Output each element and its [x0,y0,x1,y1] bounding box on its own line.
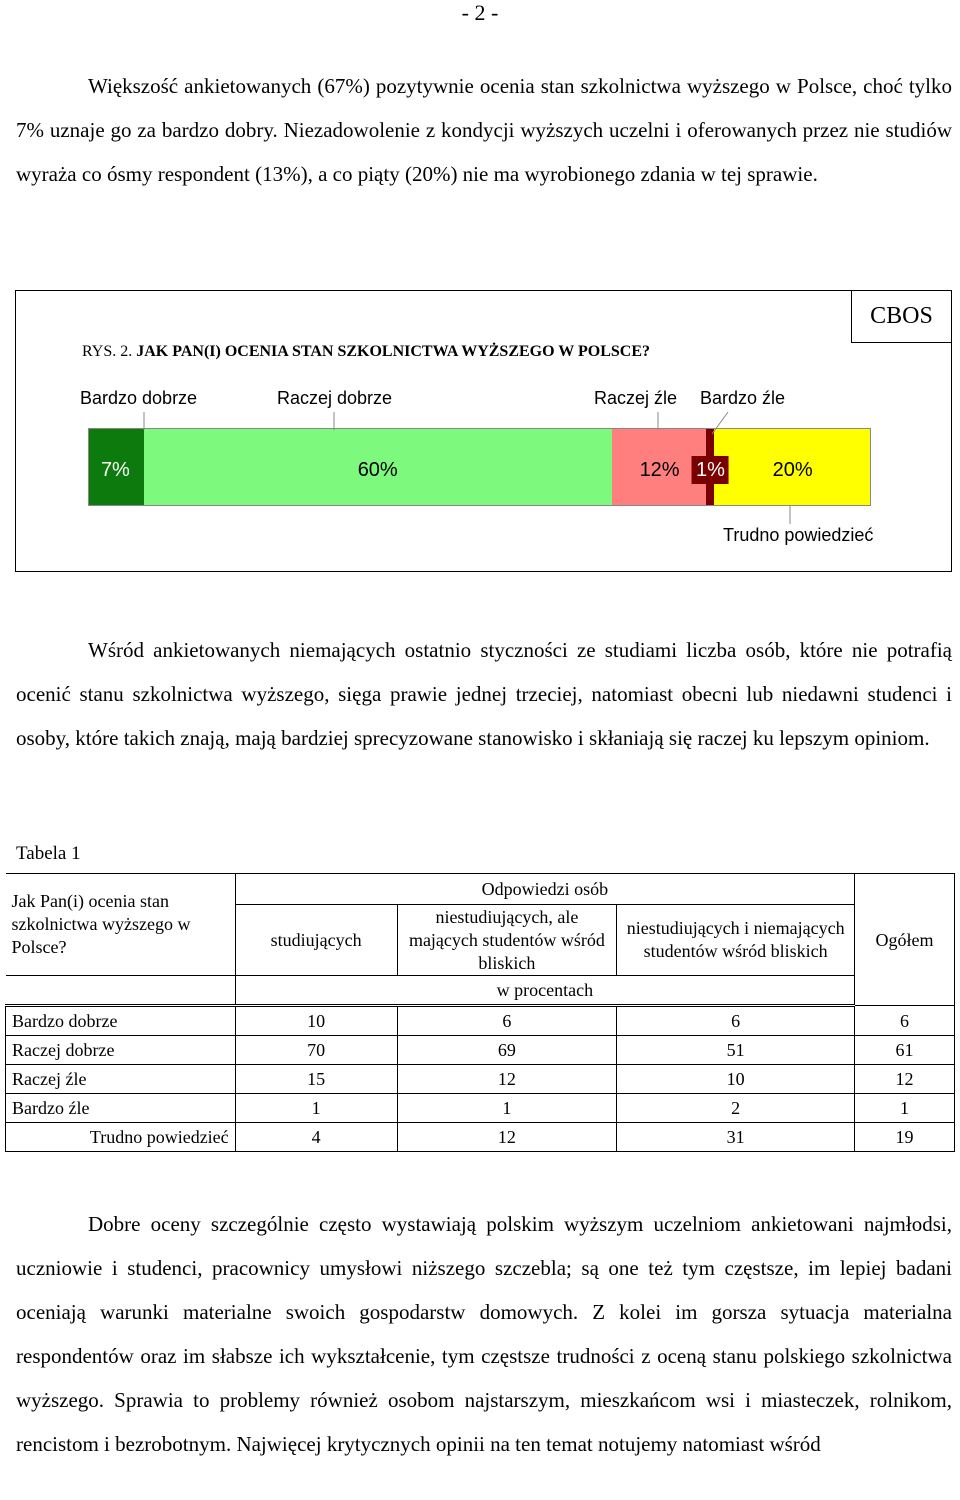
bar-value-label-trudno-powiedziec: 20% [772,459,813,481]
paragraph-1-text: Większość ankietowanych (67%) pozytywnie ocenia stan szkolnictwa wyższego w Polsce, choć tylko 7% uznaje go za bardzo dobry. Niezadowolenie z kondycji wyższych uczelni i oferowanych przez nie studiów wyraża co ósmy respondent (13%), a co piąty (20%) nie ma wyrobionego zdania w tej sprawie. [16,74,952,186]
table-cell: 4 [235,1123,397,1152]
table-row [6,1065,955,1094]
table-cell: 15 [235,1065,397,1094]
table-cell: 69 [397,1036,617,1065]
category-label-trudno-powiedziec: Trudno powiedzieć [723,525,874,545]
category-label-bardzo-dobrze: Bardzo dobrze [80,388,198,408]
table-unit-row: w procentach [235,976,854,1006]
paragraph-3-text: Dobre oceny szczególnie często wystawiają polskim wyższym uczelniom ankietowani najmłodsi, uczniowie i studenci, pracownicy umysłowi niższego szczebla; są one też tym częstsze, im lepiej badani oceniają warunki materialne swoich gospodarstw domowych. Z kolei im gorsza sytuacja materialna respondentów oraz im słabsze ich wykształcenie, tym częstsze trudności z oceną stanu polskiego szkolnictwa wyższego. Sprawia to problemy również osobom najstarszym, mieszkańcom wsi i miasteczek, rolnikom, rencistom i bezrobotnym. Najwięcej krytycznych opinii na ten temat notujemy natomiast wśród [16,1212,952,1456]
table-group-header: Odpowiedzi osób [235,874,854,905]
paragraph-2 [16,628,952,760]
table-cell: 6 [397,1006,617,1036]
paragraph-1 [16,64,952,196]
table-cell: 6 [855,1006,955,1036]
bar-value-label-raczej-dobrze: 60% [357,459,398,481]
table-row-label: Raczej dobrze [6,1036,236,1065]
category-label-bardzo-zle: Bardzo źle [700,388,786,408]
table-cell: 12 [855,1065,955,1094]
bar-value-label-bardzo-dobrze: 7% [100,459,130,481]
table-row [6,1036,955,1065]
figure-source-badge: CBOS [851,290,952,343]
table-question-header: Jak Pan(i) ocenia stan szkolnictwa wyższego w Polsce? [6,874,236,976]
table-row-label: Bardzo dobrze [6,1006,236,1036]
table-col-header-studiujacych: studiujących [235,905,397,976]
table-row-label: Trudno powiedzieć [6,1123,236,1152]
table-cell: 1 [397,1094,617,1123]
table-row [6,1123,955,1152]
table-cell: 12 [397,1065,617,1094]
table-cell: 70 [235,1036,397,1065]
category-label-raczej-dobrze: Raczej dobrze [277,388,393,408]
table-cell: 31 [617,1123,855,1152]
table-col-header-bez-bliskich: niestudiujących i niemających studentów wśród bliskich [617,905,855,976]
results-table [5,873,955,1152]
table-cell: 12 [397,1123,617,1152]
category-label-raczej-zle: Raczej źle [594,388,678,408]
table-col-header-ogolem: Ogółem [855,874,955,1006]
bar-value-label-raczej-zle: 12% [639,459,680,481]
table-row [6,1094,955,1123]
table-cell: 2 [617,1094,855,1123]
table-row [6,1006,955,1036]
table-row-label: Raczej źle [6,1065,236,1094]
figure-title [82,343,650,361]
paragraph-3 [16,1202,952,1466]
table-cell: 10 [235,1006,397,1036]
page-number: - 2 - [461,0,499,25]
paragraph-2-text: Wśród ankietowanych niemających ostatnio styczności ze studiami liczba osób, które nie potrafią ocenić stanu szkolnictwa wyższego, sięga prawie jednej trzeciej, natomiast obecni lub niedawni studenci i osoby, które takich znają, mają bardziej sprecyzowane stanowisko i skłaniają się raczej ku lepszym opiniom. [16,638,952,750]
table-cell: 1 [235,1094,397,1123]
table-cell: 10 [617,1065,855,1094]
table-col-header-z-bliskimi: niestudiujących, ale mających studentów wśród bliskich [397,905,617,976]
table-caption: Tabela 1 [16,843,81,864]
table-cell: 61 [855,1036,955,1065]
table-cell: 51 [617,1036,855,1065]
table-row-label: Bardzo źle [6,1094,236,1123]
stacked-bar [88,428,871,506]
table-cell: 19 [855,1123,955,1152]
figure-label: RYS. 2. [82,343,133,360]
bar-value-label-bardzo-zle: 1% [692,456,729,484]
table-cell: 1 [855,1094,955,1123]
figure-title-text: JAK PAN(I) OCENIA STAN SZKOLNICTWA WYŻSZEGO W POLSCE? [136,343,650,360]
table-cell: 6 [617,1006,855,1036]
